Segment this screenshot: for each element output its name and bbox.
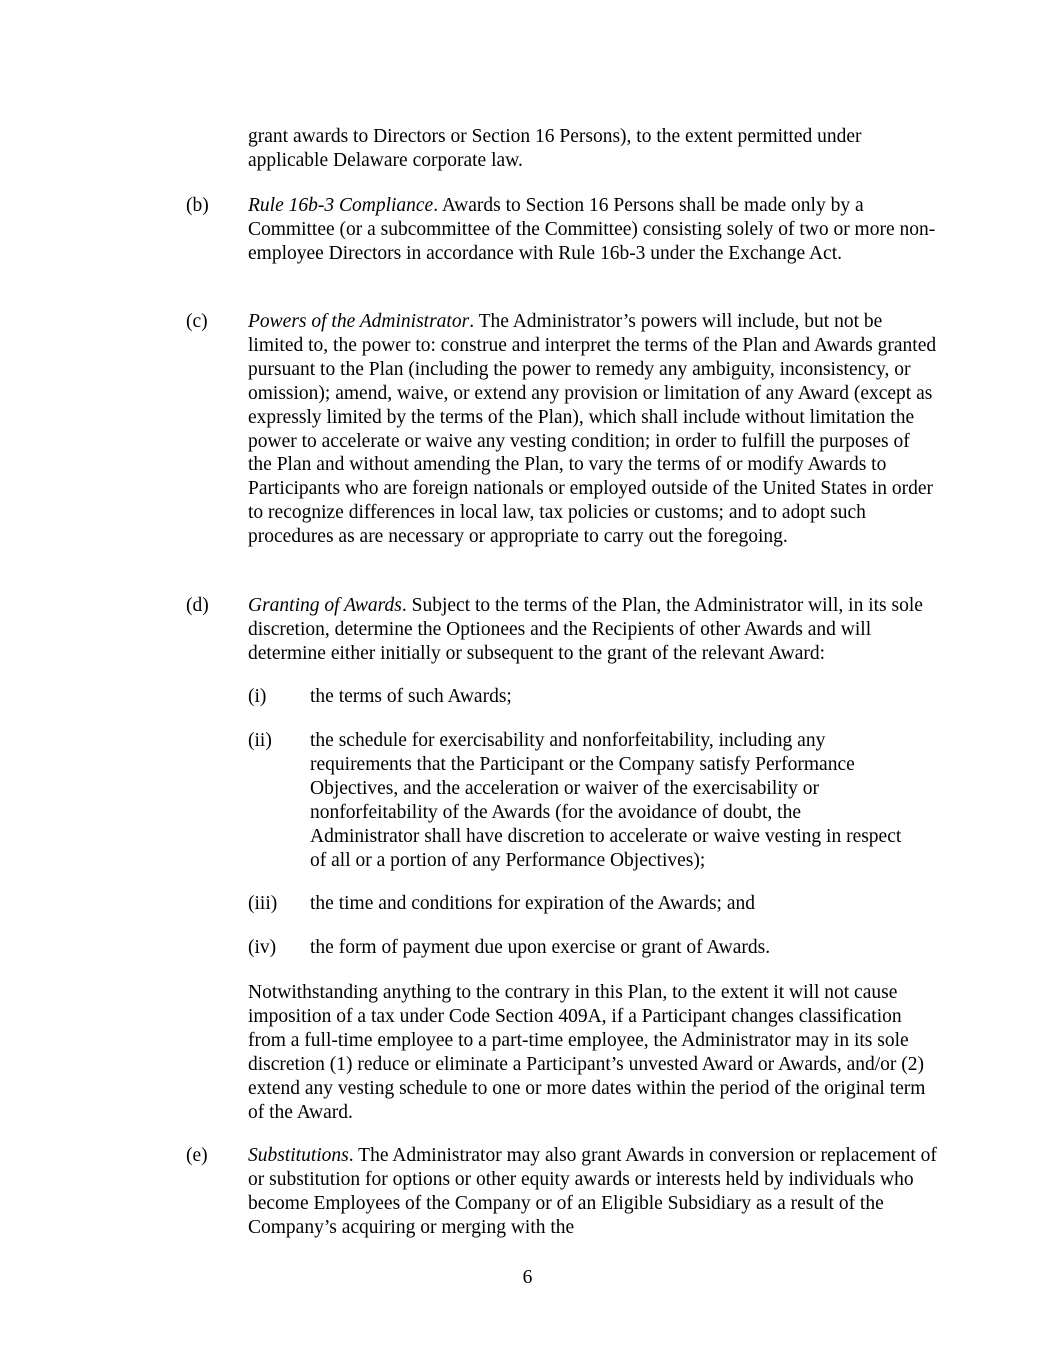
section-d-body: . Subject to the terms of the Plan, the Administrator will, in its sole discretion, determine the Optionees and the Recipients of other Awards and will determine either initially or subsequent to the grant of the relevant Award:: [248, 595, 923, 664]
section-b-paragraph: [248, 194, 938, 266]
section-e-label: (e): [186, 1145, 208, 1166]
section-b-body: . Awards to Section 16 Persons shall be made only by a Committee (or a subcommittee of the Committee) consisting solely of two or more non-employee Directors in accordance with Rule 16b-3 under the Exchange Act.: [248, 195, 936, 264]
section-e-body: . The Administrator may also grant Awards in conversion or replacement of or substitution for options or other equity awards or interests held by individuals who become Employees of the Company or of an Eligible Subsidiary as a result of the Company’s acquiring or merging with the: [248, 1145, 937, 1238]
section-c-title: Powers of the Administrator: [248, 311, 470, 332]
notwithstanding-paragraph: Notwithstanding anything to the contrary in this Plan, to the extent it will not cause imposition of a tax under Code Section 409A, if a Participant changes classification from a full-time employee to a part-time employee, the Administrator may in its sole discretion (1) reduce or eliminate a Participant’s unvested Award or Awards, and/or (2) extend any vesting schedule to one or more dates within the period of the original term of the Award.: [248, 982, 926, 1123]
section-d-label: (d): [186, 595, 209, 616]
section-d-title: Granting of Awards: [248, 595, 402, 616]
subitem-i-text: the terms of such Awards;: [310, 686, 512, 707]
subitem-i-label: (i): [248, 686, 267, 707]
subitem-iii-label: (iii): [248, 893, 278, 914]
section-b-label: (b): [186, 195, 209, 216]
subitem-ii-text: the schedule for exercisability and nonforfeitability, including any requirements that the Participant or the Company satisfy Performance Objectives, and the acceleration or waiver of the exercisability or nonforfeitability of the Awards (for the avoidance of doubt, the Administrator shall have discretion to accelerate or waive vesting in respect of all or a portion of any Performance Objectives);: [310, 730, 902, 871]
section-c-body: . The Administrator’s powers will include, but not be limited to, the power to: construe and interpret the terms of the Plan and Awards granted pursuant to the Plan (including the power to remedy any ambiguity, inconsistency, or omission); amend, waive, or extend any provision or limitation of any Award (except as expressly limited by the terms of the Plan), which shall include without limitation the power to accelerate or waive any vesting condition; in order to fulfill the purposes of the Plan and without amending the Plan, to vary the terms of or modify Awards to Participants who are foreign nationals or employed outside of the United States in order to recognize differences in local law, tax policies or customs; and to adopt such procedures as are necessary or appropriate to carry out the foregoing.: [248, 311, 937, 548]
subitem-iii-text: the time and conditions for expiration of the Awards; and: [310, 893, 755, 914]
section-c-paragraph: [248, 310, 938, 549]
subitem-ii-label: (ii): [248, 730, 272, 751]
section-b-title: Rule 16b-3 Compliance: [248, 195, 434, 216]
page-number: 6: [522, 1267, 533, 1288]
section-d-paragraph: [248, 594, 938, 666]
subitem-iv-text: the form of payment due upon exercise or grant of Awards.: [310, 937, 771, 958]
subitem-iv-label: (iv): [248, 937, 277, 958]
section-e-title: Substitutions: [248, 1145, 349, 1166]
section-c-label: (c): [186, 311, 208, 332]
continuation-paragraph: grant awards to Directors or Section 16 Persons), to the extent permitted under applicable Delaware corporate law.: [248, 126, 862, 171]
section-e-paragraph: [248, 1144, 938, 1240]
